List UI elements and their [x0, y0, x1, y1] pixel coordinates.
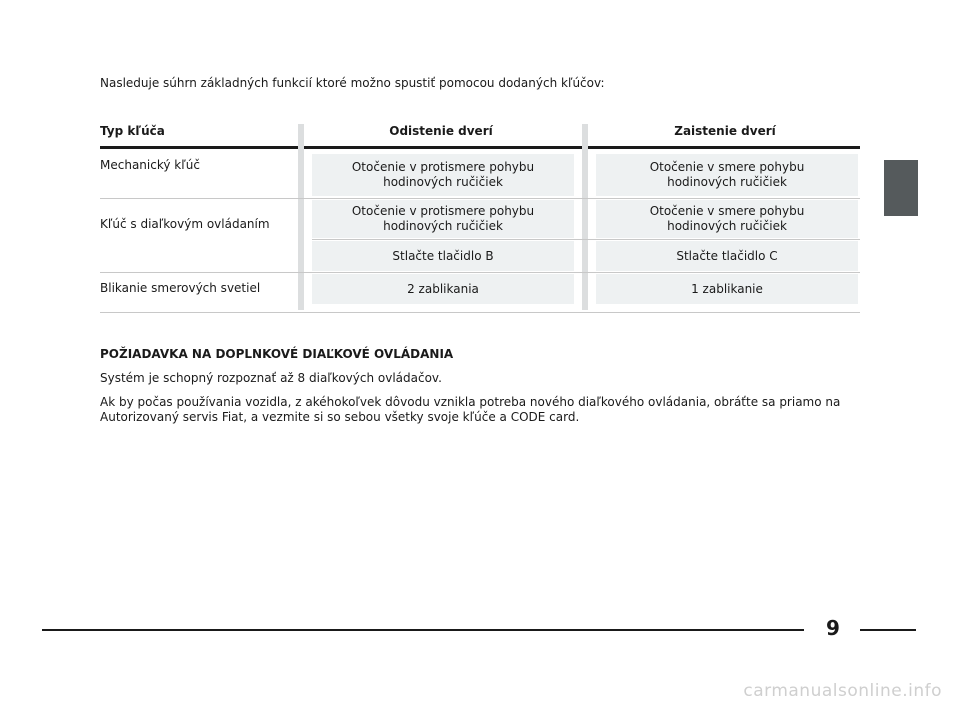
column-divider [582, 124, 588, 310]
footer-rule-left [42, 629, 804, 631]
cell-unlock-flashes: 2 zablikania [312, 274, 574, 304]
row-label-remote-key: Kľúč s diaľkovým ovládaním [100, 217, 270, 231]
header-rule [100, 146, 860, 149]
chapter-tab-marker [884, 160, 918, 216]
key-functions-table [100, 124, 860, 314]
section-paragraph-2: Ak by počas používania vozidla, z akéhokoľvek dôvodu vznikla potreba nového diaľkového ovládania, obráťte sa priamo na Autorizovaný servis Fiat, a vezmite si so sebou všetky svoje kľúče a CODE card. [100, 395, 841, 424]
intro-text: Nasleduje súhrn základných funkcií ktoré možno spustiť pomocou dodaných kľúčov: [100, 76, 605, 90]
row-separator [100, 198, 860, 199]
column-divider [298, 124, 304, 310]
section-paragraph-1: Systém je schopný rozpoznať až 8 diaľkových ovládačov. [100, 371, 442, 385]
cell-unlock-remote-turn: Otočenie v protismere pohybu hodinových ručičiek [312, 200, 574, 238]
watermark-text: carmanualsonline.info [743, 681, 942, 701]
footer-rule-right [860, 629, 916, 631]
cell-lock-flashes: 1 zablikanie [596, 274, 858, 304]
header-key-type: Typ kľúča [100, 124, 165, 138]
row-separator [100, 272, 860, 273]
header-unlock: Odistenie dverí [389, 124, 493, 138]
row-label-mechanical-key: Mechanický kľúč [100, 158, 200, 172]
cell-unlock-mechanical: Otočenie v protismere pohybu hodinových ručičiek [312, 154, 574, 196]
cell-lock-mechanical: Otočenie v smere pohybu hodinových ručičiek [596, 154, 858, 196]
cell-lock-remote-button: Stlačte tlačidlo C [596, 241, 858, 271]
cell-unlock-remote-button: Stlačte tlačidlo B [312, 241, 574, 271]
table-bottom-rule [100, 312, 860, 313]
page-number: 9 [826, 616, 840, 640]
header-lock: Zaistenie dverí [674, 124, 776, 138]
row-label-indicator-flash: Blikanie smerových svetiel [100, 281, 261, 295]
cell-lock-remote-turn: Otočenie v smere pohybu hodinových ručičiek [596, 200, 858, 238]
section-heading: POŽIADAVKA NA DOPLNKOVÉ DIAĽKOVÉ OVLÁDANIA [100, 347, 454, 361]
row-separator [312, 239, 860, 240]
